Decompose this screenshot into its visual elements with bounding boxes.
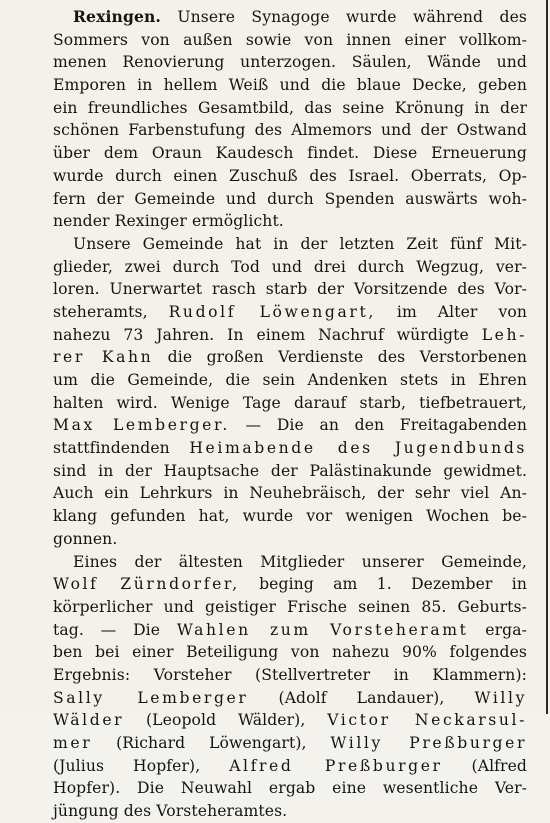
emphasized-name: Wolf Zürndorfer, <box>53 575 240 594</box>
text-line <box>53 687 527 710</box>
text-run: wurde durch einen Zuschuß des Israel. Oberrats, Op- <box>53 166 527 185</box>
text-run: im Alter von <box>375 302 527 321</box>
text-run: die großen Verdienste des Verstorbenen <box>153 348 527 367</box>
text-run: Auch ein Lehrkurs in Neuhebräisch, der sehr viel An- <box>53 484 527 503</box>
text-run: (Alfred <box>442 756 528 775</box>
text-line <box>53 6 527 29</box>
text-line <box>53 324 527 347</box>
text-run: glieder, zwei durch Tod und drei durch Wegzug, ver- <box>53 257 527 276</box>
emphasized-name: Max Lemberger. <box>53 416 230 435</box>
text-line <box>53 119 527 142</box>
text-run: tag. — Die <box>53 620 177 639</box>
text-run: Ergebnis: Vorsteher (Stellvertreter in Klammern): <box>53 665 527 684</box>
text-line <box>53 777 527 800</box>
text-line <box>53 301 527 324</box>
text-line <box>53 278 527 301</box>
emphasized-name: Wahlen zum Vorsteheramt <box>176 620 469 639</box>
text-line <box>53 369 527 392</box>
text-run: ben bei einer Beteiligung von nahezu 90% folgendes <box>53 643 527 662</box>
text-line <box>53 51 527 74</box>
text-run: nender Rexinger ermöglicht. <box>53 212 284 231</box>
text-run: um die Gemeinde, die sein Andenken stets in Ehren <box>53 371 527 389</box>
text-line <box>53 619 527 642</box>
text-run: körperlicher und geistiger Frische seinen 85. Geburts- <box>53 597 527 616</box>
text-line <box>53 210 527 233</box>
text-run: (Julius Hopfer), <box>53 756 230 775</box>
text-run: nahezu 73 Jahren. In einem Nachruf würdigte <box>53 325 482 344</box>
text-line <box>53 142 527 165</box>
place-heading: Rexingen. <box>73 7 161 26</box>
text-line <box>53 346 527 369</box>
text-line <box>53 482 527 505</box>
emphasized-name: Leh- <box>481 325 527 344</box>
text-line <box>53 755 527 778</box>
text-line <box>53 551 527 574</box>
text-run: steheramts, <box>53 302 169 321</box>
text-line <box>53 29 527 52</box>
text-line <box>53 97 527 120</box>
text-line <box>53 460 527 483</box>
text-run: Eines der ältesten Mitglieder unserer Gemeinde, <box>73 552 527 571</box>
emphasized-name: Heimabende des Jugendbunds <box>189 439 527 458</box>
text-run: gonnen. <box>53 529 118 548</box>
text-line <box>53 74 527 97</box>
text-run: Unsere Synagoge wurde während des <box>160 8 527 26</box>
text-line <box>53 800 527 823</box>
emphasized-name: rer Kahn <box>53 348 154 367</box>
text-line <box>53 732 527 755</box>
text-line <box>53 165 527 188</box>
text-run: Sommers von außen sowie von innen einer vollkom- <box>53 30 527 49</box>
text-line <box>53 596 527 619</box>
emphasized-name: Sally Lemberger <box>53 688 249 707</box>
text-run: fern der Gemeinde und durch Spenden auswärts woh- <box>53 189 527 208</box>
text-line <box>53 709 527 732</box>
text-run: loren. Unerwartet rasch starb der Vorsitzende des Vor- <box>53 280 527 299</box>
text-run: erga- <box>468 620 527 639</box>
text-run: Emporen in hellem Weiß und die blaue Decke, geben <box>53 76 527 95</box>
text-run: jüngung des Vorsteheramtes. <box>53 802 288 821</box>
text-run: (Adolf Landauer), <box>248 688 475 707</box>
emphasized-name: Wälder <box>53 711 125 730</box>
text-line <box>53 505 527 528</box>
text-run: stattfindenden <box>53 439 190 458</box>
text-run: (Leopold Wälder), <box>124 711 328 730</box>
text-run: menen Renovierung unterzogen. Säulen, Wände und <box>53 53 527 72</box>
emphasized-name: Willy Preßburger <box>330 734 527 752</box>
text-run: Unsere Gemeinde hat in der letzten Zeit fünf Mit- <box>73 234 527 253</box>
text-run: klang gefunden hat, wurde vor wenigen Wochen be- <box>53 507 527 526</box>
text-run: Hopfer). Die Neuwahl ergab eine wesentliche Ver- <box>53 779 527 798</box>
emphasized-name: Victor Neckarsul- <box>327 711 527 730</box>
text-line <box>53 528 527 551</box>
text-line <box>53 188 527 211</box>
column-rule <box>546 0 548 714</box>
text-line <box>53 256 527 279</box>
text-run: ein freundliches Gesamtbild, das seine Krönung in der <box>53 98 527 117</box>
article-column <box>53 6 527 823</box>
text-run: beging am 1. Dezember in <box>239 575 527 594</box>
text-run: sind in der Hauptsache der Palästinakunde gewidmet. <box>53 461 527 480</box>
text-line <box>53 573 527 596</box>
text-line <box>53 664 527 687</box>
emphasized-name: Rudolf Löwengart, <box>168 302 376 321</box>
text-run: (Richard Löwengart), <box>92 734 331 752</box>
text-line <box>53 437 527 460</box>
text-line <box>53 641 527 664</box>
emphasized-name: Willy <box>474 688 527 707</box>
text-run: schönen Farbenstufung des Almemors und der Ostwand <box>53 121 527 140</box>
text-line <box>53 414 527 437</box>
text-run: halten wird. Wenige Tage darauf starb, tiefbetrauert, <box>53 393 527 412</box>
emphasized-name: Alfred Preßburger <box>229 756 443 775</box>
text-run: über dem Oraun Kaudesch findet. Diese Erneuerung <box>53 144 527 163</box>
text-run: — Die an den Freitagabenden <box>229 416 528 435</box>
text-line <box>53 392 527 415</box>
emphasized-name: mer <box>53 734 93 752</box>
text-line <box>53 233 527 256</box>
